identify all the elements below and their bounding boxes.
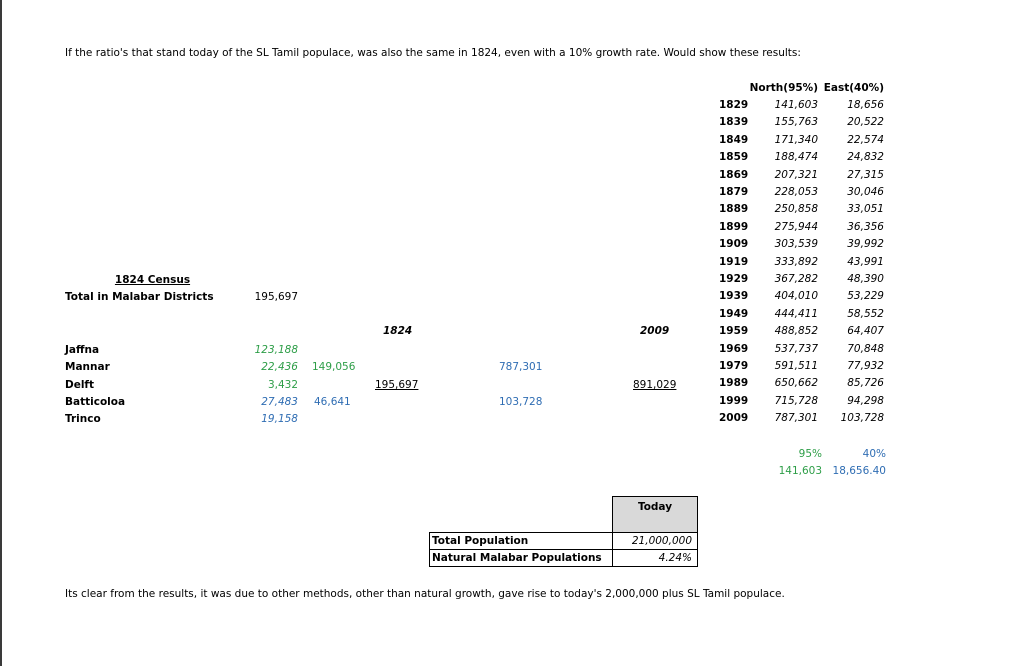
growth-north-value: 333,892 [774, 256, 818, 268]
conclusion-text: Its clear from the results, it was due to other methods, other than natural growth, gave rise to today's 2,000,000 plus SL Tamil populace. [65, 588, 785, 600]
north-header: North(95%) [749, 82, 818, 94]
growth-year: 1979 [719, 360, 749, 372]
growth-year: 1989 [719, 377, 749, 389]
total-value: 195,697 [254, 291, 298, 303]
today-header: Today [637, 501, 673, 513]
sum-1824: 195,697 [375, 379, 419, 391]
east-1824-total: 46,641 [314, 396, 351, 408]
growth-east-value: 94,298 [847, 395, 884, 407]
district-name: Batticoloa [65, 396, 126, 408]
growth-north-value: 537,737 [774, 343, 818, 355]
growth-north-value: 275,944 [774, 221, 818, 233]
left-border [0, 0, 2, 666]
growth-north-value: 228,053 [774, 186, 818, 198]
census-title: 1824 Census [114, 274, 191, 286]
growth-year: 1889 [719, 203, 749, 215]
growth-north-value: 171,340 [774, 134, 818, 146]
growth-north-value: 787,301 [774, 412, 818, 424]
growth-year: 1999 [719, 395, 749, 407]
growth-year: 1849 [719, 134, 749, 146]
east-header: East(40%) [823, 82, 884, 94]
growth-year: 1929 [719, 273, 749, 285]
district-value: 3,432 [267, 379, 298, 391]
natural-label: Natural Malabar Populations [432, 552, 602, 564]
total-population-value: 21,000,000 [631, 535, 692, 547]
growth-year: 1859 [719, 151, 749, 163]
pct-east: 40% [862, 448, 886, 460]
district-name: Jaffna [65, 344, 100, 356]
header-1824: 1824 [383, 325, 413, 337]
growth-north-value: 444,411 [774, 308, 818, 320]
growth-year: 1959 [719, 325, 749, 337]
growth-east-value: 43,991 [847, 256, 884, 268]
growth-north-value: 591,511 [774, 360, 818, 372]
natural-value: 4.24% [658, 552, 692, 564]
pct-east-value: 18,656.40 [832, 465, 886, 477]
district-value: 19,158 [261, 413, 298, 425]
growth-north-value: 188,474 [774, 151, 818, 163]
growth-east-value: 48,390 [847, 273, 884, 285]
growth-north-value: 250,858 [774, 203, 818, 215]
total-label: Total in Malabar Districts [65, 291, 214, 303]
district-value: 22,436 [261, 361, 298, 373]
growth-east-value: 36,356 [847, 221, 884, 233]
growth-north-value: 155,763 [774, 116, 818, 128]
growth-east-value: 27,315 [847, 169, 884, 181]
growth-east-value: 53,229 [847, 290, 884, 302]
growth-year: 2009 [719, 412, 749, 424]
growth-north-value: 715,728 [774, 395, 818, 407]
growth-north-value: 303,539 [774, 238, 818, 250]
growth-east-value: 33,051 [847, 203, 884, 215]
growth-east-value: 64,407 [847, 325, 884, 337]
growth-north-value: 404,010 [774, 290, 818, 302]
growth-east-value: 39,992 [847, 238, 884, 250]
growth-east-value: 77,932 [847, 360, 884, 372]
north-1824-total: 149,056 [312, 361, 356, 373]
district-value: 123,188 [254, 344, 298, 356]
growth-year: 1829 [719, 99, 749, 111]
header-2009: 2009 [640, 325, 670, 337]
growth-year: 1839 [719, 116, 749, 128]
district-name: Delft [65, 379, 95, 391]
growth-year: 1899 [719, 221, 749, 233]
growth-north-value: 650,662 [774, 377, 818, 389]
pct-north: 95% [798, 448, 822, 460]
growth-north-value: 141,603 [774, 99, 818, 111]
growth-year: 1869 [719, 169, 749, 181]
growth-east-value: 22,574 [847, 134, 884, 146]
district-value: 27,483 [261, 396, 298, 408]
growth-east-value: 18,656 [847, 99, 884, 111]
growth-year: 1909 [719, 238, 749, 250]
growth-east-value: 24,832 [847, 151, 884, 163]
pct-north-value: 141,603 [778, 465, 822, 477]
growth-year: 1969 [719, 343, 749, 355]
district-name: Trinco [65, 413, 101, 425]
growth-year: 1919 [719, 256, 749, 268]
north-2009-total: 787,301 [499, 361, 543, 373]
growth-year: 1949 [719, 308, 749, 320]
growth-east-value: 70,848 [847, 343, 884, 355]
growth-year: 1879 [719, 186, 749, 198]
total-population-label: Total Population [432, 535, 529, 547]
growth-east-value: 30,046 [847, 186, 884, 198]
east-2009-total: 103,728 [499, 396, 543, 408]
district-name: Mannar [65, 361, 110, 373]
growth-north-value: 367,282 [774, 273, 818, 285]
growth-east-value: 58,552 [847, 308, 884, 320]
growth-east-value: 20,522 [847, 116, 884, 128]
sum-2009: 891,029 [633, 379, 677, 391]
table-row-divider [429, 549, 698, 550]
growth-north-value: 207,321 [774, 169, 818, 181]
growth-east-value: 85,726 [847, 377, 884, 389]
growth-north-value: 488,852 [774, 325, 818, 337]
growth-east-value: 103,728 [840, 412, 884, 424]
intro-text: If the ratio's that stand today of the SL Tamil populace, was also the same in 1824, even with a 10% growth rate. Would show these results: [65, 47, 801, 59]
growth-year: 1939 [719, 290, 749, 302]
